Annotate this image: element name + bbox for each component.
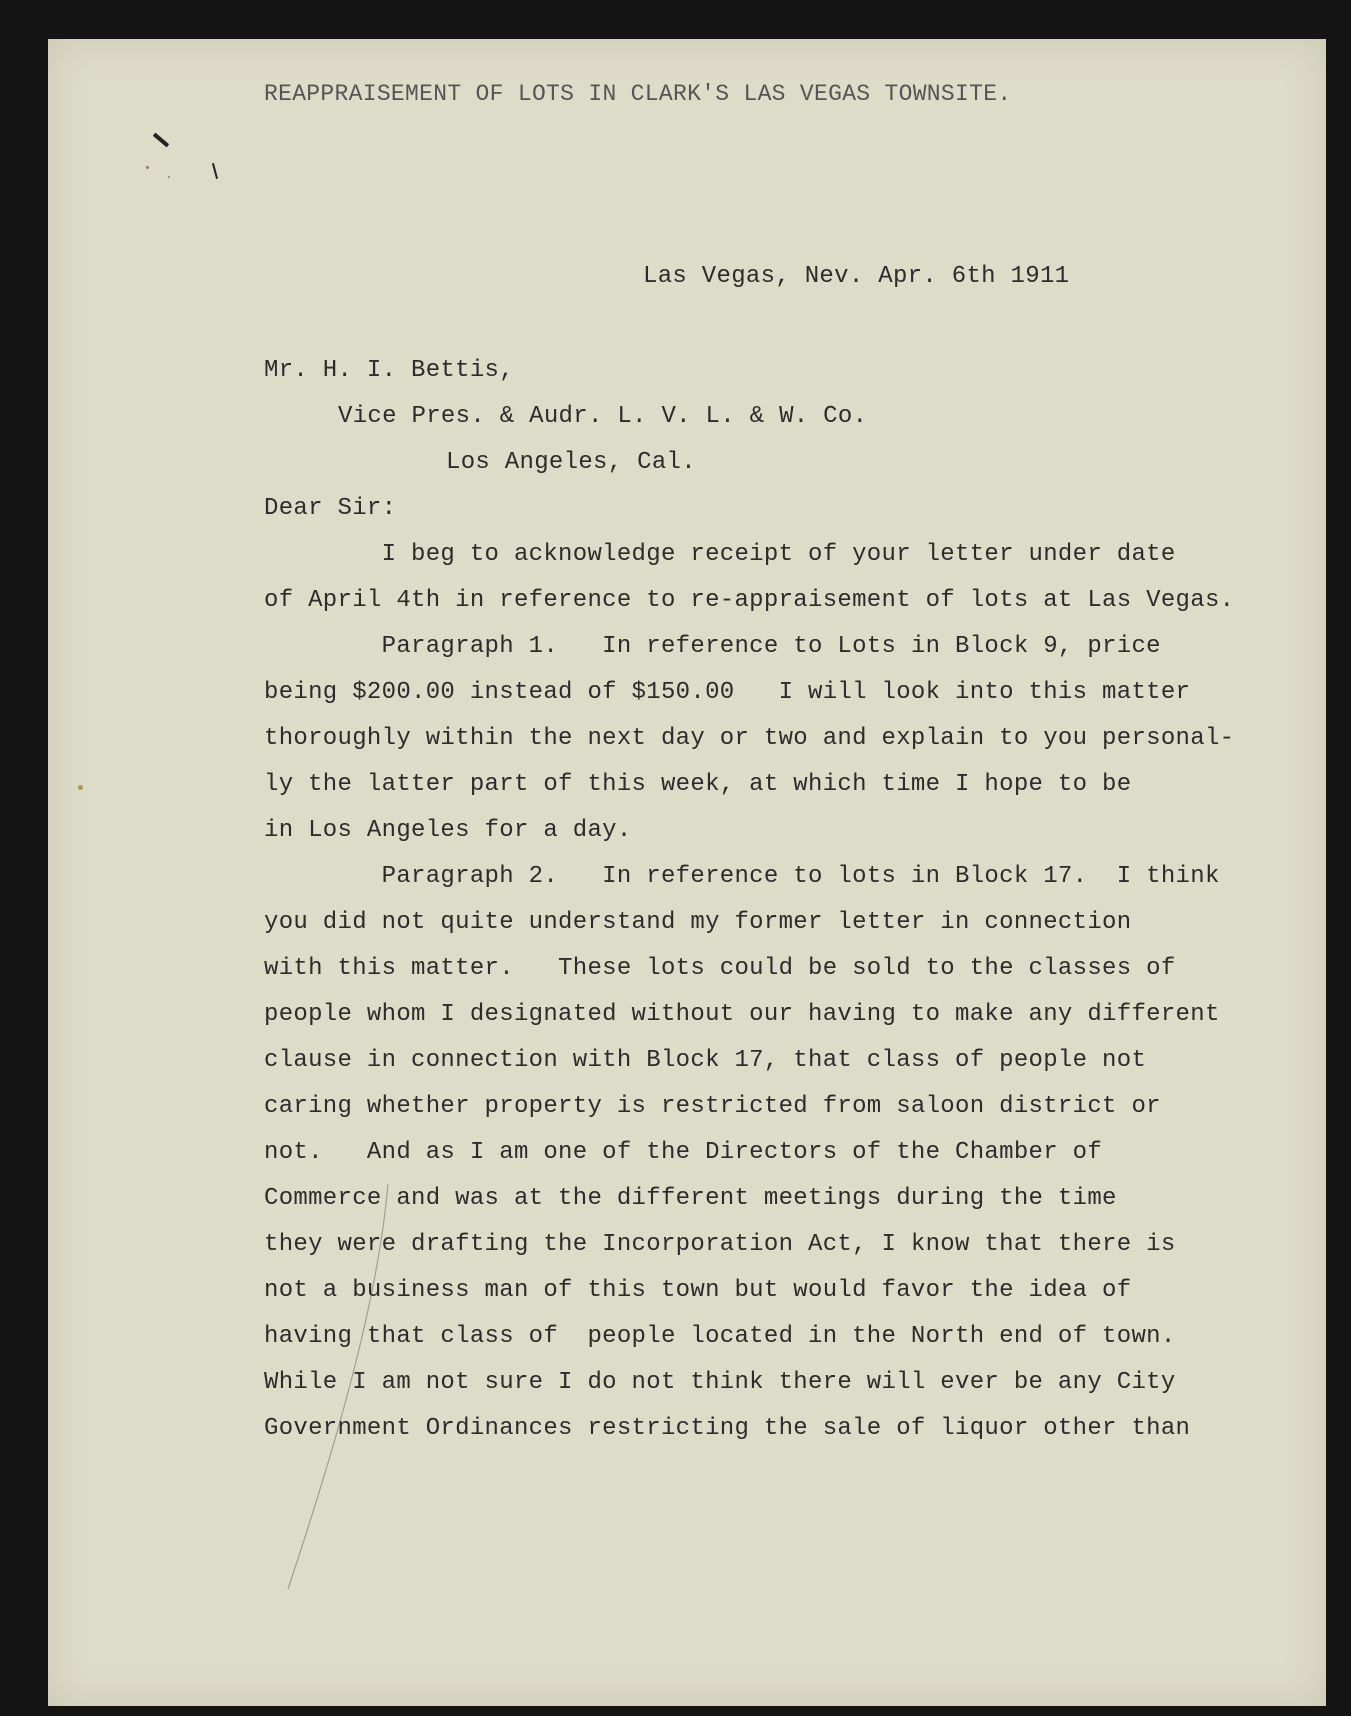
body-line: I beg to acknowledge receipt of your letter under date <box>264 541 1176 568</box>
ink-speck <box>146 166 149 169</box>
salutation: Dear Sir: <box>264 495 397 522</box>
ink-mark <box>212 163 218 179</box>
ink-speck <box>168 176 170 178</box>
body-line: Paragraph 1. In reference to Lots in Block 9, price <box>264 633 1161 660</box>
recipient-name: Mr. H. I. Bettis, <box>264 357 514 384</box>
recipient-city: Los Angeles, Cal. <box>446 449 696 476</box>
dateline: Las Vegas, Nev. Apr. 6th 1911 <box>643 263 1070 290</box>
body-line: caring whether property is restricted from saloon district or <box>264 1093 1161 1120</box>
body-line: of April 4th in reference to re-appraisement of lots at Las Vegas. <box>264 587 1235 614</box>
body-line: While I am not sure I do not think there will ever be any City <box>264 1369 1176 1396</box>
body-line: Paragraph 2. In reference to lots in Block 17. I think <box>264 863 1220 890</box>
body-line: clause in connection with Block 17, that class of people not <box>264 1047 1147 1074</box>
ink-mark <box>153 133 169 148</box>
recipient-title: Vice Pres. & Audr. L. V. L. & W. Co. <box>338 403 868 430</box>
body-line: not. And as I am one of the Directors of the Chamber of <box>264 1139 1103 1166</box>
letter-page <box>48 39 1326 1706</box>
body-line: Government Ordinances restricting the sale of liquor other than <box>264 1415 1191 1442</box>
body-line: having that class of people located in the North end of town. <box>264 1323 1176 1350</box>
body-line: ly the latter part of this week, at which time I hope to be <box>264 771 1132 798</box>
paper-speck <box>78 785 83 790</box>
body-line: people whom I designated without our having to make any different <box>264 1001 1220 1028</box>
body-line: with this matter. These lots could be sold to the classes of <box>264 955 1176 982</box>
document-header: REAPPRAISEMENT OF LOTS IN CLARK'S LAS VEGAS TOWNSITE. <box>264 81 1012 107</box>
body-line: not a business man of this town but would favor the idea of <box>264 1277 1132 1304</box>
body-line: thoroughly within the next day or two and explain to you personal- <box>264 725 1235 752</box>
body-line: they were drafting the Incorporation Act, I know that there is <box>264 1231 1176 1258</box>
body-line: being $200.00 instead of $150.00 I will look into this matter <box>264 679 1191 706</box>
pencil-stroke <box>268 1179 408 1599</box>
body-line: you did not quite understand my former letter in connection <box>264 909 1132 936</box>
body-line: Commerce and was at the different meetings during the time <box>264 1185 1117 1212</box>
body-line: in Los Angeles for a day. <box>264 817 632 844</box>
